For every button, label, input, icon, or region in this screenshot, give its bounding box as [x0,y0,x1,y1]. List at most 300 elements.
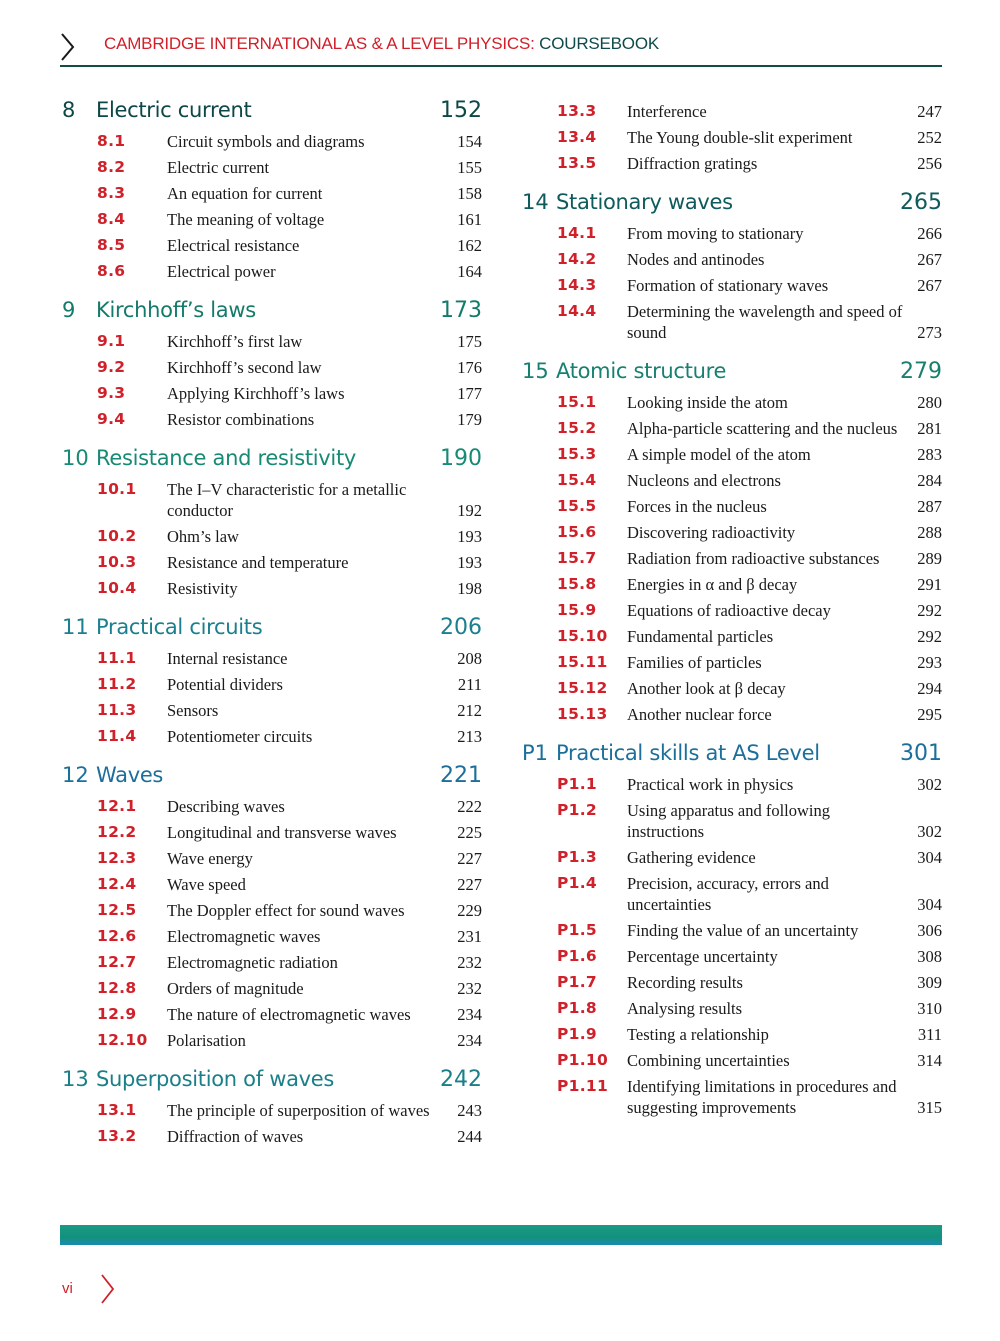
section-page-number: 198 [457,578,482,598]
section-number: 12.9 [97,1004,137,1023]
section-number: 13.2 [97,1126,137,1145]
section-page-number: 213 [457,726,482,746]
section-title: Longitudinal and transverse waves [167,822,397,842]
chapter-entry [62,615,482,749]
section-entry[interactable] [62,949,482,975]
book-title [104,34,659,54]
section-title: Determining the wavelength and speed of sound [627,301,903,342]
chapter-number: 9 [62,298,76,322]
chapter-entry [62,1067,482,1149]
section-title: Practical work in physics [627,774,794,794]
section-number: 10.3 [97,552,137,571]
section-number: 15.4 [557,470,597,489]
section-number: P1.8 [557,998,598,1017]
section-number: P1.2 [557,800,598,819]
chapter-page-number: 190 [440,446,482,471]
section-page-number: 283 [917,444,942,464]
section-number: 11.1 [97,648,137,667]
section-page-number: 227 [457,874,482,894]
section-number: 15.12 [557,678,608,697]
section-entry[interactable] [62,1097,482,1123]
section-page-number: 177 [457,383,482,403]
toc-left-column [62,98,482,1163]
section-entry[interactable] [62,232,482,258]
chapter-page-number: 173 [440,298,482,323]
section-entry[interactable] [522,150,942,176]
section-number: 10.1 [97,479,137,498]
chapter-title: Stationary waves [556,190,733,214]
section-title: The meaning of voltage [167,209,325,229]
section-page-number: 232 [457,952,482,972]
section-number: 8.4 [97,209,126,228]
section-entry[interactable] [62,406,482,432]
chapter-entry [62,98,482,284]
section-entry[interactable] [522,389,942,415]
section-page-number: 212 [457,700,482,720]
section-entry[interactable] [62,476,482,523]
section-page-number: 315 [917,1097,942,1117]
chapter-page-number: 206 [440,615,482,640]
section-title: Interference [627,101,707,121]
section-number: 15.11 [557,652,608,671]
section-number: 9.3 [97,383,126,402]
section-number: 14.3 [557,275,597,294]
section-number: P1.4 [557,873,598,892]
chapter-page-number: 279 [900,359,942,384]
section-page-number: 304 [917,894,942,914]
section-entry[interactable] [522,1073,942,1120]
section-entry[interactable] [522,771,942,797]
section-title: Resistance and temperature [167,552,349,572]
section-entry[interactable] [522,597,942,623]
section-entry[interactable] [62,793,482,819]
section-number: 13.5 [557,153,597,172]
section-number: 10.2 [97,526,137,545]
section-page-number: 222 [457,796,482,816]
chapter-heading[interactable] [522,741,942,771]
section-number: 13.1 [97,1100,137,1119]
section-number: 14.1 [557,223,597,242]
section-entry[interactable] [62,354,482,380]
section-page-number: 154 [457,131,482,151]
section-page-number: 292 [917,626,942,646]
section-number: P1.7 [557,972,598,991]
section-entry[interactable] [522,467,942,493]
section-entry[interactable] [522,298,942,345]
section-page-number: 267 [917,249,942,269]
section-page-number: 192 [457,500,482,520]
section-number: 15.1 [557,392,597,411]
section-page-number: 294 [917,678,942,698]
section-title: Kirchhoff’s second law [167,357,322,377]
section-number: 15.2 [557,418,597,437]
section-entry[interactable] [522,969,942,995]
section-page-number: 252 [917,127,942,147]
section-number: 11.4 [97,726,137,745]
book-title-type: COURSEBOOK [539,34,659,53]
section-page-number: 158 [457,183,482,203]
section-page-number: 308 [917,946,942,966]
section-page-number: 175 [457,331,482,351]
section-entry[interactable] [522,98,942,124]
section-entry[interactable] [62,645,482,671]
section-title: Nucleons and electrons [627,470,781,490]
section-entry[interactable] [522,870,942,917]
chapter-entry [522,190,942,345]
section-title: Internal resistance [167,648,288,668]
section-number: 12.6 [97,926,137,945]
section-title: Polarisation [167,1030,246,1050]
section-number: 15.10 [557,626,608,645]
chapter-entry [522,741,942,1120]
chapter-page-number: 152 [440,98,482,123]
chapter-entry [522,98,942,176]
section-entry[interactable] [62,1001,482,1027]
chapter-number: 15 [522,359,549,383]
section-entry[interactable] [62,845,482,871]
chapter-entry [62,763,482,1053]
section-title: Wave energy [167,848,253,868]
chapter-page-number: 301 [900,741,942,766]
section-title: Looking inside the atom [627,392,788,412]
section-title: Fundamental particles [627,626,774,646]
chapter-heading[interactable] [62,763,482,793]
section-number: P1.3 [557,847,598,866]
section-title: Electrical resistance [167,235,300,255]
section-title: Another look at β decay [627,678,786,698]
section-page-number: 302 [917,774,942,794]
section-number: 12.10 [97,1030,148,1049]
section-entry[interactable] [522,545,942,571]
chapter-number: 8 [62,98,76,122]
chapter-page-number: 265 [900,190,942,215]
section-page-number: 164 [457,261,482,281]
section-entry[interactable] [522,797,942,844]
section-title: Ohm’s law [167,526,239,546]
section-title: The principle of superposition of waves [167,1100,430,1120]
section-number: 9.1 [97,331,126,350]
section-entry[interactable] [62,871,482,897]
section-page-number: 227 [457,848,482,868]
section-page-number: 162 [457,235,482,255]
section-number: 8.6 [97,261,126,280]
section-title: A simple model of the atom [627,444,811,464]
footer-band [60,1225,942,1245]
section-entry[interactable] [522,246,942,272]
chapter-title: Kirchhoff’s laws [96,298,256,322]
section-page-number: 291 [917,574,942,594]
section-number: 11.2 [97,674,137,693]
section-entry[interactable] [522,415,942,441]
section-title: Energies in α and β decay [627,574,798,594]
section-title: Electromagnetic radiation [167,952,338,972]
chapter-page-number: 221 [440,763,482,788]
section-entry[interactable] [62,328,482,354]
section-page-number: 287 [917,496,942,516]
section-entry[interactable] [522,917,942,943]
chapter-heading[interactable] [62,446,482,476]
section-title: Forces in the nucleus [627,496,767,516]
section-title: Finding the value of an uncertainty [627,920,859,940]
section-number: 8.2 [97,157,126,176]
section-title: Applying Kirchhoff’s laws [167,383,345,403]
section-page-number: 256 [917,153,942,173]
chapter-heading[interactable] [62,298,482,328]
section-entry[interactable] [62,128,482,154]
section-title: The Doppler effect for sound waves [167,900,405,920]
chapter-entry [62,298,482,432]
section-entry[interactable] [62,154,482,180]
section-entry[interactable] [522,441,942,467]
section-entry[interactable] [62,523,482,549]
section-page-number: 161 [457,209,482,229]
section-page-number: 295 [917,704,942,724]
section-entry[interactable] [522,649,942,675]
section-title: Testing a relationship [627,1024,769,1044]
section-page-number: 280 [917,392,942,412]
section-entry[interactable] [522,995,942,1021]
section-entry[interactable] [62,819,482,845]
section-page-number: 304 [917,847,942,867]
section-title: Diffraction of waves [167,1126,304,1146]
section-page-number: 211 [457,674,482,694]
section-entry[interactable] [522,623,942,649]
section-number: P1.10 [557,1050,609,1069]
section-page-number: 266 [917,223,942,243]
section-page-number: 288 [917,522,942,542]
section-entry[interactable] [522,272,942,298]
section-entry[interactable] [62,671,482,697]
chapter-heading[interactable] [62,615,482,645]
chapter-heading[interactable] [522,359,942,389]
section-title: Electric current [167,157,270,177]
section-title: Resistivity [167,578,238,598]
section-entry[interactable] [62,697,482,723]
section-entry[interactable] [522,943,942,969]
section-page-number: 311 [917,1024,942,1044]
section-title: Families of particles [627,652,762,672]
running-header [60,28,942,68]
section-page-number: 302 [917,821,942,841]
section-entry[interactable] [522,571,942,597]
section-number: 8.3 [97,183,126,202]
section-entry[interactable] [62,549,482,575]
section-title: Describing waves [167,796,285,816]
section-page-number: 273 [917,322,942,342]
section-title: Equations of radioactive decay [627,600,831,620]
section-title: Analysing results [627,998,743,1018]
section-number: 12.4 [97,874,137,893]
section-page-number: 225 [457,822,482,842]
section-number: 14.4 [557,301,597,320]
section-number: 8.5 [97,235,126,254]
section-page-number: 267 [917,275,942,295]
section-entry[interactable] [522,1021,942,1047]
section-entry[interactable] [62,923,482,949]
chapter-title: Atomic structure [556,359,727,383]
book-title-series: CAMBRIDGE INTERNATIONAL AS & A LEVEL PHYSICS: [104,34,540,53]
section-page-number: 309 [917,972,942,992]
section-number: 10.4 [97,578,137,597]
section-entry[interactable] [62,723,482,749]
chapter-number: 12 [62,763,89,787]
section-page-number: 244 [457,1126,482,1146]
section-entry[interactable] [62,380,482,406]
section-title: Electromagnetic waves [167,926,321,946]
chapter-number: 11 [62,615,89,639]
section-title: Resistor combinations [167,409,315,429]
section-page-number: 232 [457,978,482,998]
section-page-number: 234 [457,1030,482,1050]
section-page-number: 243 [457,1100,482,1120]
section-number: 11.3 [97,700,137,719]
section-page-number: 234 [457,1004,482,1024]
section-entry[interactable] [62,1123,482,1149]
section-number: P1.11 [557,1076,609,1095]
section-page-number: 193 [457,552,482,572]
section-title: Potential dividers [167,674,283,694]
section-entry[interactable] [62,206,482,232]
section-number: 14.2 [557,249,597,268]
section-entry[interactable] [522,675,942,701]
chapter-title: Practical skills at AS Level [556,741,820,765]
section-title: Radiation from radioactive substances [627,548,880,568]
section-entry[interactable] [522,701,942,727]
section-entry[interactable] [62,1027,482,1053]
section-entry[interactable] [62,180,482,206]
section-title: Gathering evidence [627,847,756,867]
section-page-number: 281 [917,418,942,438]
section-page-number: 231 [457,926,482,946]
section-entry[interactable] [522,493,942,519]
chapter-number: 10 [62,446,89,470]
section-entry[interactable] [62,258,482,284]
section-number: 15.8 [557,574,597,593]
chapter-number: 13 [62,1067,89,1091]
section-entry[interactable] [522,220,942,246]
section-title: Circuit symbols and diagrams [167,131,365,151]
section-title: Sensors [167,700,219,720]
page-number: vi [62,1280,73,1297]
section-title: From moving to stationary [627,223,804,243]
chevron-right-icon [100,1273,116,1305]
section-title: Identifying limitations in procedures and suggesting improvements [627,1076,897,1117]
section-title: An equation for current [167,183,323,203]
header-rule [60,65,942,67]
section-entry[interactable] [522,844,942,870]
section-entry[interactable] [522,1047,942,1073]
section-number: 9.4 [97,409,126,428]
section-number: P1.1 [557,774,598,793]
section-entry[interactable] [62,975,482,1001]
section-title: The Young double-slit experiment [627,127,853,147]
chapter-heading[interactable] [62,1067,482,1097]
section-title: Diffraction gratings [627,153,758,173]
chapter-entry [522,359,942,727]
section-number: 12.8 [97,978,137,997]
section-number: 15.7 [557,548,597,567]
section-title: Another nuclear force [627,704,772,724]
section-title: Recording results [627,972,743,992]
section-title: Kirchhoff’s first law [167,331,303,351]
section-title: Electrical power [167,261,276,281]
chapter-title: Resistance and resistivity [96,446,357,470]
section-title: Alpha-particle scattering and the nucleus [627,418,898,438]
section-number: 15.9 [557,600,597,619]
chapter-heading[interactable] [62,98,482,128]
chapter-page-number: 242 [440,1067,482,1092]
section-number: 15.5 [557,496,597,515]
chapter-title: Practical circuits [96,615,263,639]
section-number: 13.4 [557,127,597,146]
section-number: 15.6 [557,522,597,541]
section-page-number: 208 [457,648,482,668]
chapter-title: Superposition of waves [96,1067,335,1091]
toc-right-column [522,98,942,1134]
section-number: 13.3 [557,101,597,120]
chapter-heading[interactable] [522,190,942,220]
section-page-number: 292 [917,600,942,620]
section-page-number: 229 [457,900,482,920]
chapter-number: 14 [522,190,549,214]
section-number: 12.5 [97,900,137,919]
section-title: Nodes and antinodes [627,249,765,269]
section-page-number: 155 [457,157,482,177]
section-page-number: 306 [917,920,942,940]
section-title: Combining uncertainties [627,1050,790,1070]
section-page-number: 193 [457,526,482,546]
section-number: P1.5 [557,920,598,939]
section-number: P1.9 [557,1024,598,1043]
section-title: Discovering radioactivity [627,522,796,542]
section-page-number: 289 [917,548,942,568]
section-title: Percentage uncertainty [627,946,778,966]
section-number: 12.1 [97,796,137,815]
section-title: Wave speed [167,874,246,894]
section-entry[interactable] [62,897,482,923]
section-entry[interactable] [522,519,942,545]
chapter-number: P1 [522,741,549,765]
section-page-number: 179 [457,409,482,429]
section-title: Using apparatus and following instructions [627,800,831,841]
chevron-right-icon [60,32,76,62]
section-title: Formation of stationary waves [627,275,829,295]
section-number: 12.7 [97,952,137,971]
chapter-title: Electric current [96,98,252,122]
chapter-entry [62,446,482,601]
section-title: The I–V characteristic for a metallic conductor [167,479,407,520]
section-title: Orders of magnitude [167,978,304,998]
section-title: Potentiometer circuits [167,726,313,746]
section-number: 12.2 [97,822,137,841]
section-page-number: 176 [457,357,482,377]
section-number: P1.6 [557,946,598,965]
section-page-number: 247 [917,101,942,121]
section-page-number: 310 [917,998,942,1018]
section-number: 8.1 [97,131,126,150]
section-page-number: 284 [917,470,942,490]
section-number: 9.2 [97,357,126,376]
section-entry[interactable] [522,124,942,150]
section-entry[interactable] [62,575,482,601]
chapter-title: Waves [96,763,164,787]
section-page-number: 293 [917,652,942,672]
section-number: 15.13 [557,704,608,723]
section-title: Precision, accuracy, errors and uncertainties [627,873,829,914]
section-page-number: 314 [917,1050,942,1070]
section-title: The nature of electromagnetic waves [167,1004,411,1024]
section-number: 15.3 [557,444,597,463]
